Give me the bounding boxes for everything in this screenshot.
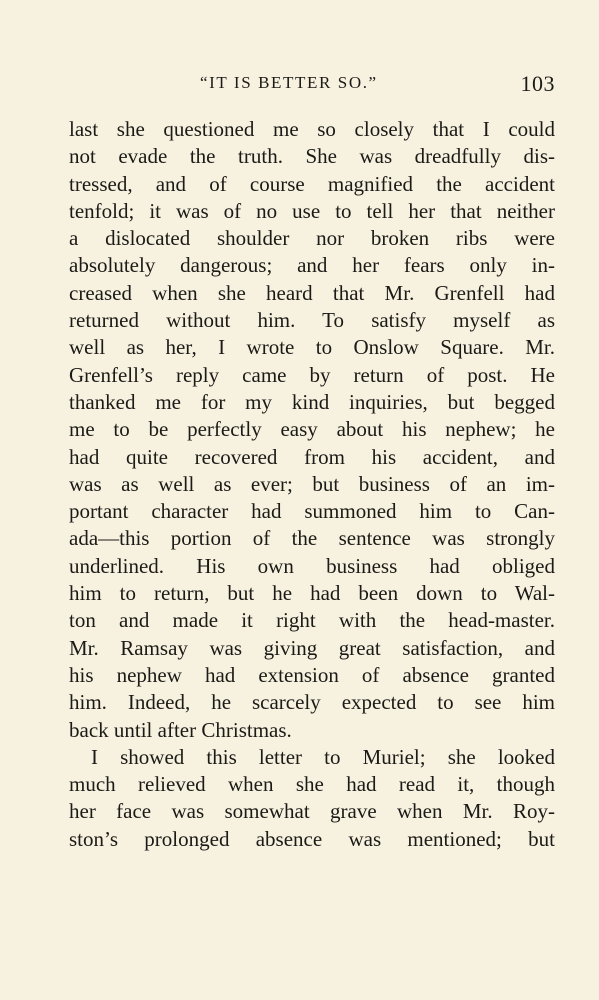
text-line: him to return, but he had been down to Wal- <box>69 581 555 606</box>
text-line: tenfold; it was of no use to tell her that neither <box>69 198 555 223</box>
body-text <box>69 116 555 853</box>
text-line: me to be perfectly easy about his nephew; he <box>69 417 555 442</box>
text-line: thanked me for my kind inquiries, but begged <box>69 389 555 414</box>
text-line: back until after Christmas. <box>69 717 292 742</box>
text-line: absolutely dangerous; and her fears only in- <box>69 253 555 278</box>
text-line: Mr. Ramsay was giving great satisfaction, and <box>69 635 555 660</box>
text-line: ton and made it right with the head-master. <box>69 608 555 633</box>
text-line: much relieved when she had read it, though <box>69 772 555 797</box>
text-line: creased when she heard that Mr. Grenfell had <box>69 280 555 305</box>
text-line: tressed, and of course magnified the accident <box>69 171 555 196</box>
page-number: 103 <box>520 71 555 96</box>
text-line: I showed this letter to Muriel; she looked <box>91 744 555 769</box>
text-line: not evade the truth. She was dreadfully dis- <box>69 144 555 169</box>
running-head <box>0 71 599 101</box>
text-line: portant character had summoned him to Can- <box>69 499 555 524</box>
text-line: his nephew had extension of absence granted <box>69 662 555 687</box>
text-line: had quite recovered from his accident, and <box>69 444 555 469</box>
running-title: “IT IS BETTER SO.” <box>200 73 378 92</box>
text-line: returned without him. To satisfy myself as <box>69 308 555 333</box>
text-line: him. Indeed, he scarcely expected to see him <box>69 690 555 715</box>
text-line: Grenfell’s reply came by return of post. He <box>69 362 555 387</box>
text-line: a dislocated shoulder nor broken ribs were <box>69 226 555 251</box>
paragraph <box>69 116 555 744</box>
text-line: ston’s prolonged absence was mentioned; but <box>69 826 555 851</box>
text-line: was as well as ever; but business of an im- <box>69 471 555 496</box>
paragraph <box>69 744 555 853</box>
text-line: well as her, I wrote to Onslow Square. Mr. <box>69 335 555 360</box>
text-line: her face was somewhat grave when Mr. Roy- <box>69 799 555 824</box>
text-line: ada—this portion of the sentence was strongly <box>69 526 555 551</box>
text-line: underlined. His own business had obliged <box>69 553 555 578</box>
text-line: last she questioned me so closely that I could <box>69 117 555 141</box>
